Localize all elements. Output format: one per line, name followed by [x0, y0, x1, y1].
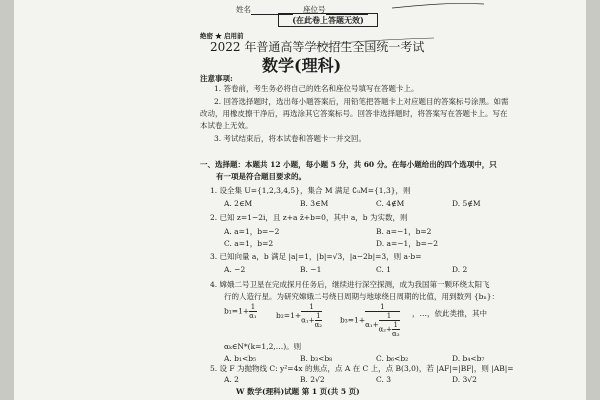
secret-mark: 绝密 ★ 启用前 [200, 32, 244, 40]
q3-option-c: C. 1 [376, 265, 392, 274]
note-item: 3. 考试结束后，将本试卷和答题卡一并交回。 [214, 134, 367, 143]
seat-label: 座位号 [303, 5, 326, 14]
q4-formula-b1: b₁=1+ $\frac{1}{\text{α₁}}$ [224, 303, 257, 320]
q2-option-d: D. a=−1，b=−2 [376, 239, 438, 248]
question-1-stem: 1. 设全集 U={1,2,3,4,5}，集合 M 满足 ∁ᵤM={1,3}，则 [210, 186, 411, 195]
invalid-notice: (在此卷上答题无效) [278, 13, 378, 27]
question-4-stem: 4. 嫦娥二号卫星在完成探月任务后，继续进行深空探测，成为我国第一颗环绕太阳飞 [210, 280, 490, 289]
section-heading-cont: 有一项是符合题目要求的。 [216, 172, 306, 181]
question-4-stem-cont: 行的人造行星。为研究嫦娥二号绕日周期与地球绕日周期的比值，用到数列 {bₙ}： [224, 292, 499, 301]
q5-option-c: C. 3 [376, 375, 392, 384]
q2-option-c: C. a=1，b=2 [224, 239, 274, 248]
q1-option-b: B. 3∈M [300, 199, 329, 208]
q4-formula-tail: ，…，依此类推，其中 [412, 309, 487, 318]
name-label: 姓名 [236, 5, 251, 14]
exam-title: 2022 年普通高等学校招生全国统一考试 [210, 40, 425, 54]
q4-option-d: D. b₄<b₇ [452, 354, 485, 363]
q4-option-a: A. b₁<b₅ [224, 354, 257, 363]
subject-title: 数学(理科) [262, 56, 342, 75]
q5-option-a: A. 2 [224, 375, 239, 384]
q5-option-d: D. 3√2 [452, 375, 477, 384]
question-2-stem: 2. 已知 z=1−2i，且 z+a z̄+b=0，其中 a，b 为实数，则 [210, 213, 408, 222]
q1-option-d: D. 5∉M [452, 199, 481, 208]
question-5-stem: 5. 设 F 为抛物线 C: y²=4x 的焦点，点 A 在 C 上，点 B(3,0)，若 |AF|=|BF|，则 |AB|= [210, 364, 514, 373]
q4-formula-b3: b₃=1+ 1 α₁+ 1 α₂+ $\frac{1}{\text{α₃}}$ [340, 303, 400, 338]
q1-option-c: C. 4∉M [376, 199, 405, 208]
section-heading: 一、选择题：本题共 12 小题，每小题 5 分，共 60 分。在每小题给出的四个选项中，只 [200, 160, 497, 169]
q3-option-b: B. −1 [300, 265, 322, 274]
q2-option-a: A. a=1，b=−2 [224, 227, 280, 236]
page-footer: W 数学(理科)试题 第 1 页(共 5 页) [236, 387, 360, 396]
notes-heading: 注意事项: [200, 74, 233, 83]
question-3-stem: 3. 已知向量 a，b 满足 |a|=1，|b|=√3，|a−2b|=3，则 a·b= [210, 252, 422, 261]
q4-option-b: B. b₃<b₈ [300, 354, 333, 363]
q3-option-d: D. 2 [452, 265, 468, 274]
q4-condition: αₖ∈N*(k=1,2,…)。则 [224, 342, 302, 351]
q4-formula-b2: b₂=1+ 1 α₁+ $\frac{1}{\text{α₂}}$ [276, 303, 323, 329]
exam-paper [14, 0, 586, 400]
q1-option-a: A. 2∈M [224, 199, 253, 208]
q2-option-b: B. a=−1，b=2 [376, 227, 432, 236]
note-item: 本试卷上无效。 [200, 121, 253, 130]
note-item: 2. 回答选择题时，选出每小题答案后，用铅笔把答题卡上对应题目的答案标号涂黑。如需 [214, 97, 509, 106]
q4-option-c: C. b₆<b₂ [376, 354, 409, 363]
q5-option-b: B. 2√2 [300, 375, 325, 384]
note-item: 1. 答卷前，考生务必将自己的姓名和座位号填写在答题卡上。 [214, 84, 419, 93]
q3-option-a: A. −2 [224, 265, 246, 274]
note-item: 改动，用橡皮擦干净后，再选涂其它答案标号。回答非选择题时，将答案写在答题卡上。写在 [200, 109, 508, 118]
